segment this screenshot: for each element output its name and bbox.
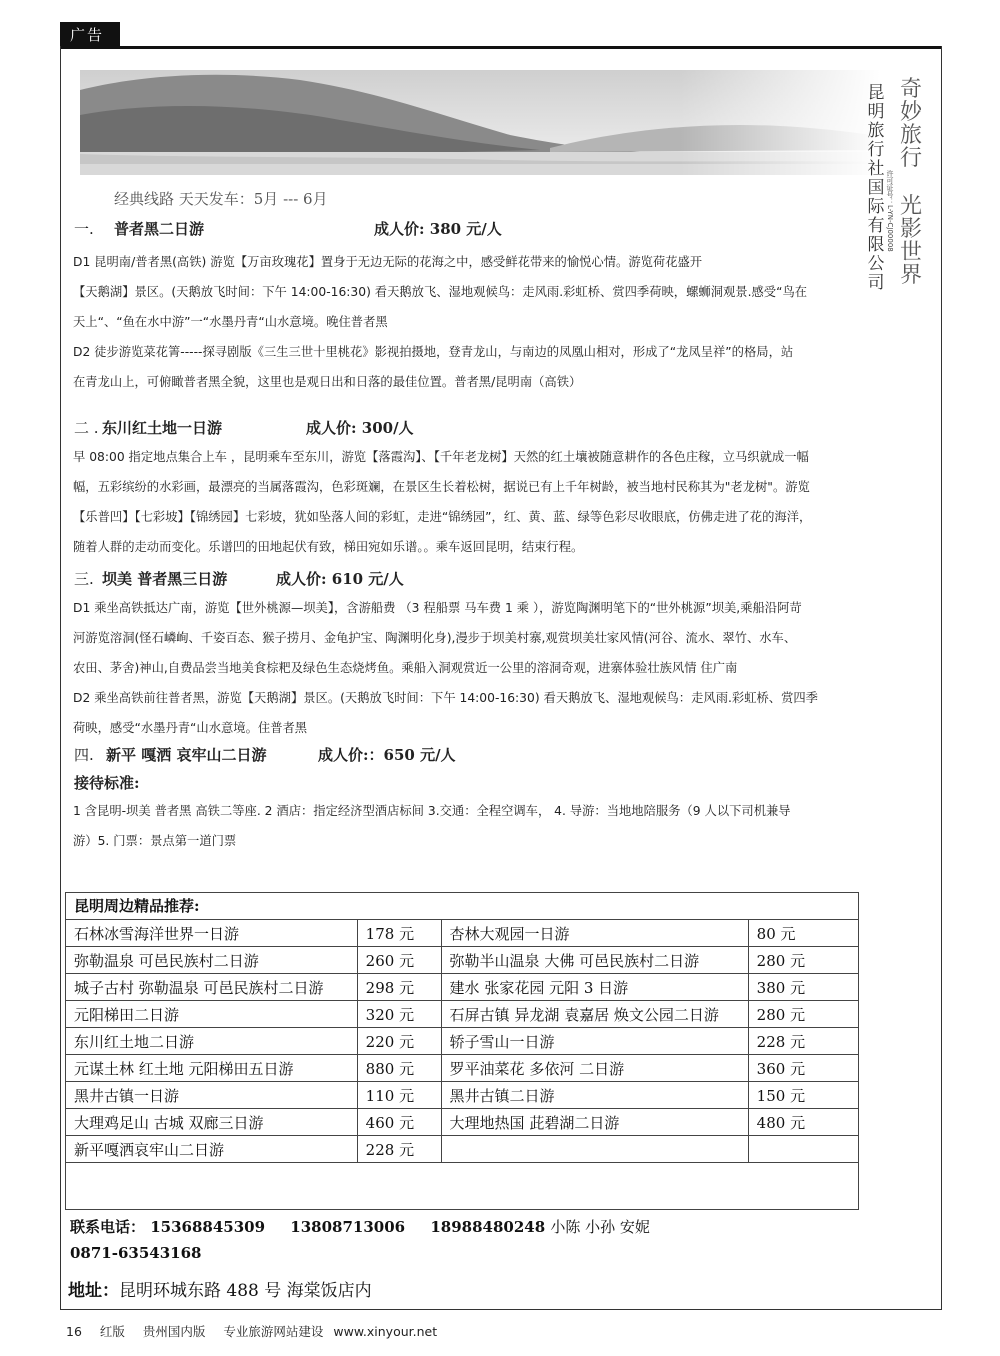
section-1-body [73,247,911,397]
section-2-heading [74,417,414,438]
brand-license: 许可证号：L-YN-CJ00008 [886,170,894,252]
body-line: 随着人群的走动而变化。乐谱凹的田地起伏有致，梯田宛如乐谱。。乘车返回昆明，结束行程。 [73,540,584,554]
section-title: 新平 嘎洒 哀牢山二日游 [106,746,267,764]
brand-name: 昆明旅行社国际有限公司 [867,83,885,293]
table-row [66,1028,858,1055]
tour-price: 280 元 [748,947,858,974]
ad-label: 广告 [60,22,120,48]
body-line: 幅，五彩缤纷的水彩画，最漂亮的当属落霞沟，色彩斑斓，在景区生长着松树，据说已有上千年树龄，被当地村民称其为"老龙树"。游览 [73,480,810,494]
body-line: 早 08:00 指定地点集合上车 ，昆明乘车至东川，游览【落霞沟】、【千年老龙树】天然的红土壤被随意耕作的各色庄稼，立马织就成一幅 [73,450,809,464]
table-row [66,920,858,947]
body-line: D1 乘坐高铁抵达广南，游览【世外桃源—坝美】，含游船费 （3 程船票 马车费 1 乘 ），游览陶渊明笔下的“世外桃源”坝美,乘船沿阿苛 [73,601,802,615]
tour-name: 罗平油菜花 多依河 二日游 [441,1055,748,1082]
section-3-heading [74,568,404,589]
contact-block [70,1214,650,1266]
table-row [66,1109,858,1136]
body-line: 在青龙山上，可俯瞰普者黑全貌，这里也是观日出和日落的最佳位置。普者黑/昆明南（高铁） [73,375,582,389]
phone-number: 13808713006 [290,1218,406,1236]
tour-price: 360 元 [748,1055,858,1082]
recommend-table [65,892,859,1210]
edition-label: 红版 [99,1324,125,1339]
body-line: 1 含昆明-坝美 普者黑 高铁二等座. 2 酒店：指定经济型酒店标间 3.交通：全程空调车， 4. 导游：当地地陪服务（9 人以下司机兼导 [73,804,791,818]
section-price: 成人价:：650 元/人 [318,746,456,764]
brand-slogan-2: 光影世界 [899,194,922,288]
tour-name: 弥勒半山温泉 大佛 可邑民族村二日游 [441,947,748,974]
tour-price: 460 元 [357,1109,441,1136]
body-line: 河游览溶洞(怪石嶙峋、千姿百态、猴子捞月、金龟护宝、陶渊明化身),漫步于坝美村寨,观赏坝美壮家风情(河谷、流水、翠竹、水车、 [73,631,797,645]
tour-price: 260 元 [357,947,441,974]
section-price: 成人价: 610 元/人 [276,570,404,588]
section-number: 四. [74,746,94,764]
contact-label: 联系电话： [70,1218,146,1236]
tour-name [441,1136,748,1163]
landline-number: 0871-63543168 [70,1244,202,1262]
landscape-banner-image [80,70,880,175]
table-row [66,1055,858,1082]
tour-price: 380 元 [748,974,858,1001]
tour-name: 元阳梯田二日游 [66,1001,357,1028]
page-footer [66,1322,451,1340]
table-row [66,1082,858,1109]
section-label: 贵州国内版 [142,1324,206,1339]
tour-price: 320 元 [357,1001,441,1028]
tour-name: 城子古村 弥勒温泉 可邑民族村二日游 [66,974,357,1001]
tour-name: 黑井古镇二日游 [441,1082,748,1109]
section-number: 一. [74,220,94,238]
tour-name: 新平嘎洒哀牢山二日游 [66,1136,357,1163]
section-title: 东川红土地一日游 [102,419,223,437]
tour-name: 黑井古镇一日游 [66,1082,357,1109]
table-row [66,947,858,974]
address-text: 昆明环城东路 488 号 海棠饭店内 [119,1281,372,1301]
tour-name: 弥勒温泉 可邑民族村二日游 [66,947,357,974]
tour-price: 228 元 [357,1136,441,1163]
body-line: 【天鹅湖】景区。(天鹅放飞时间：下午 14:00-16:30) 看天鹅放飞、湿地观候鸟：走风雨.彩虹桥、赏四季荷映，螺蛳洞观景.感受“鸟在 [73,285,808,299]
tour-price: 880 元 [357,1055,441,1082]
tour-price: 150 元 [748,1082,858,1109]
table-row [66,1001,858,1028]
section-3-body [73,593,911,743]
tour-name: 建水 张家花园 元阳 3 日游 [441,974,748,1001]
price-table [66,920,858,1163]
tour-price: 480 元 [748,1109,858,1136]
body-line: D2 乘坐高铁前往普者黑，游览【天鹅湖】景区。(天鹅放飞时间：下午 14:00-16:30) 看天鹅放飞、湿地观候鸟：走风雨.彩虹桥、赏四季 [73,691,818,705]
body-line: 【乐普凹】【七彩坡】【锦绣园】七彩坡，犹如坠落人间的彩虹，走进“锦绣园”，红、黄、蓝、绿等色彩尽收眼底，仿佛走进了花的海洋， [73,510,812,524]
brand-slogan-1: 奇妙旅行 [899,77,922,171]
table-row [66,974,858,1001]
tour-price: 178 元 [357,920,441,947]
body-line: 荷映，感受“水墨丹青“山水意境。住普者黑 [73,721,308,735]
address-label: 地址： [68,1281,119,1301]
tour-price: 298 元 [357,974,441,1001]
phone-number: 15368845309 [150,1218,266,1236]
section-price: 成人价: 380 元/人 [374,220,502,238]
body-line: 农田、茅舍)神山,自费品尝当地美食棕粑及绿色生态烧烤鱼。乘船入洞观赏近一公里的溶洞奇观，进寨体验壮族风情 住广南 [73,661,738,675]
tour-name: 东川红土地二日游 [66,1028,357,1055]
tour-name: 石屏古镇 异龙湖 袁嘉居 焕文公园二日游 [441,1001,748,1028]
tour-name: 石林冰雪海洋世界一日游 [66,920,357,947]
section-1-heading [74,218,502,239]
footer-url: www.xinyour.net [333,1324,438,1339]
tour-price [748,1136,858,1163]
section-title: 坝美 普者黑三日游 [102,570,228,588]
body-line: D2 徒步游览菜花箐-----探寻剧版《三生三世十里桃花》影视拍摄地，登青龙山，与南边的凤凰山相对，形成了“龙凤呈祥”的格局，站 [73,345,794,359]
section-4-heading [74,744,456,765]
section-price: 成人价: 300/人 [306,419,414,437]
table-row [66,1136,858,1163]
section-title: 普者黑二日游 [114,220,205,238]
standards-body [73,796,911,856]
standards-title: 接待标准: [74,774,140,792]
footer-slogan: 专业旅游网站建设 [223,1324,324,1339]
tour-name: 元谋土林 红土地 元阳梯田五日游 [66,1055,357,1082]
body-line: 游）5. 门票：景点第一道门票 [73,834,237,848]
body-line: D1 昆明南/普者黑(高铁) 游览【万亩玫瑰花】置身于无边无际的花海之中，感受鲜花带来的愉悦心情。游览荷花盛开 [73,255,703,269]
tour-name: 轿子雪山一日游 [441,1028,748,1055]
tour-name: 杏林大观园一日游 [441,920,748,947]
recommend-title: 昆明周边精品推荐: [66,893,858,920]
tour-price: 280 元 [748,1001,858,1028]
section-2-body [73,442,911,562]
address [68,1276,372,1301]
contact-names: 小陈 小孙 安妮 [550,1218,650,1236]
tour-price: 220 元 [357,1028,441,1055]
phone-number: 18988480248 [430,1218,546,1236]
tour-price: 228 元 [748,1028,858,1055]
tour-name: 大理地热国 茈碧湖二日游 [441,1109,748,1136]
tour-price: 80 元 [748,920,858,947]
page-number: 16 [66,1324,82,1339]
schedule-subheader: 经典线路 天天发车：5月 --- 6月 [114,190,328,208]
body-line: 天上“、“鱼在水中游”一“水墨丹青“山水意境。晚住普者黑 [73,315,388,329]
section-number: 三. [74,570,94,588]
tour-name: 大理鸡足山 古城 双廊三日游 [66,1109,357,1136]
tour-price: 110 元 [357,1082,441,1109]
section-number: 二 . [74,419,99,437]
